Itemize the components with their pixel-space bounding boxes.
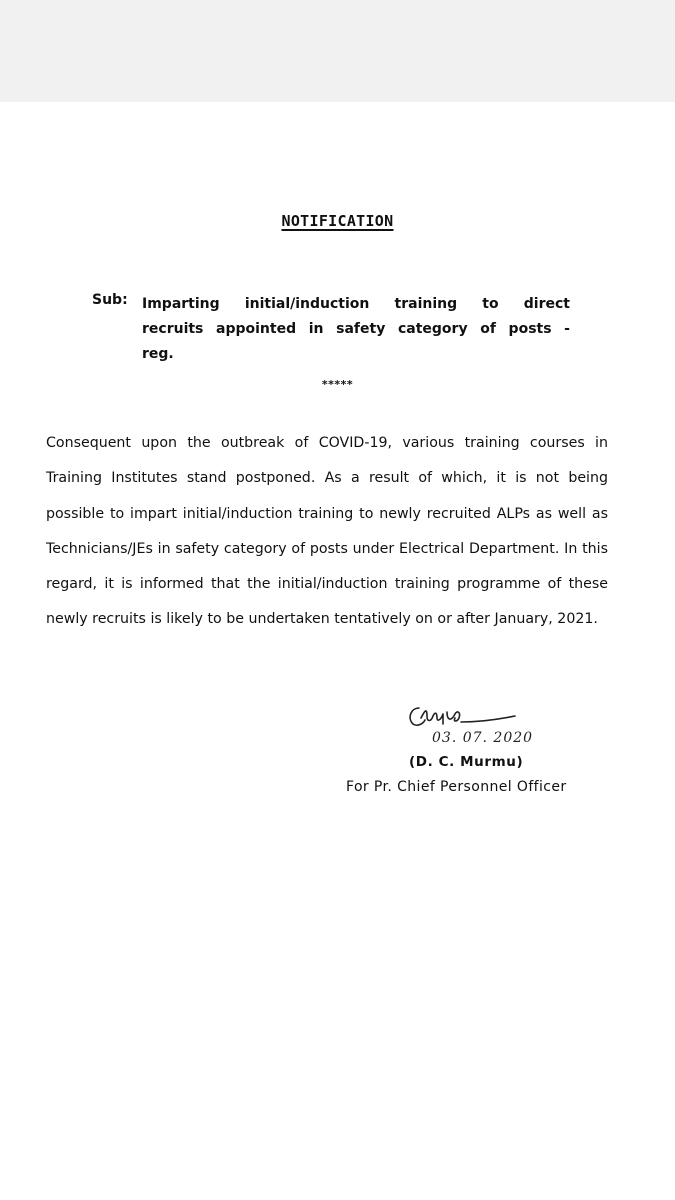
signatory-designation: For Pr. Chief Personnel Officer — [346, 779, 567, 795]
viewer-top-bar — [0, 0, 675, 102]
signature-date: 03. 07. 2020 — [432, 730, 534, 746]
section-separator: ***** — [321, 378, 354, 391]
handwritten-signature — [405, 700, 535, 732]
subject-label: Sub: — [92, 292, 128, 308]
notification-body: Consequent upon the outbreak of COVID-19, various training courses in Training Institutes stand postponed. As a result of which, it is not being possible to impart initial/induction training to newly recruited ALPs as well as Technicians/JEs in safety category of posts under Electrical Department. In this regard, it is informed that the initial/induction training programme of these newly recruits is likely to be undertaken tentatively on or after January, 2021. — [46, 435, 608, 628]
document-title — [0, 212, 675, 230]
document-page — [0, 102, 675, 1200]
signatory-name: (D. C. Murmu) — [409, 754, 524, 770]
subject-text: Imparting initial/induction training to direct recruits appointed in safety category of posts - reg. — [142, 296, 570, 362]
document-title-text: NOTIFICATION — [281, 212, 394, 230]
